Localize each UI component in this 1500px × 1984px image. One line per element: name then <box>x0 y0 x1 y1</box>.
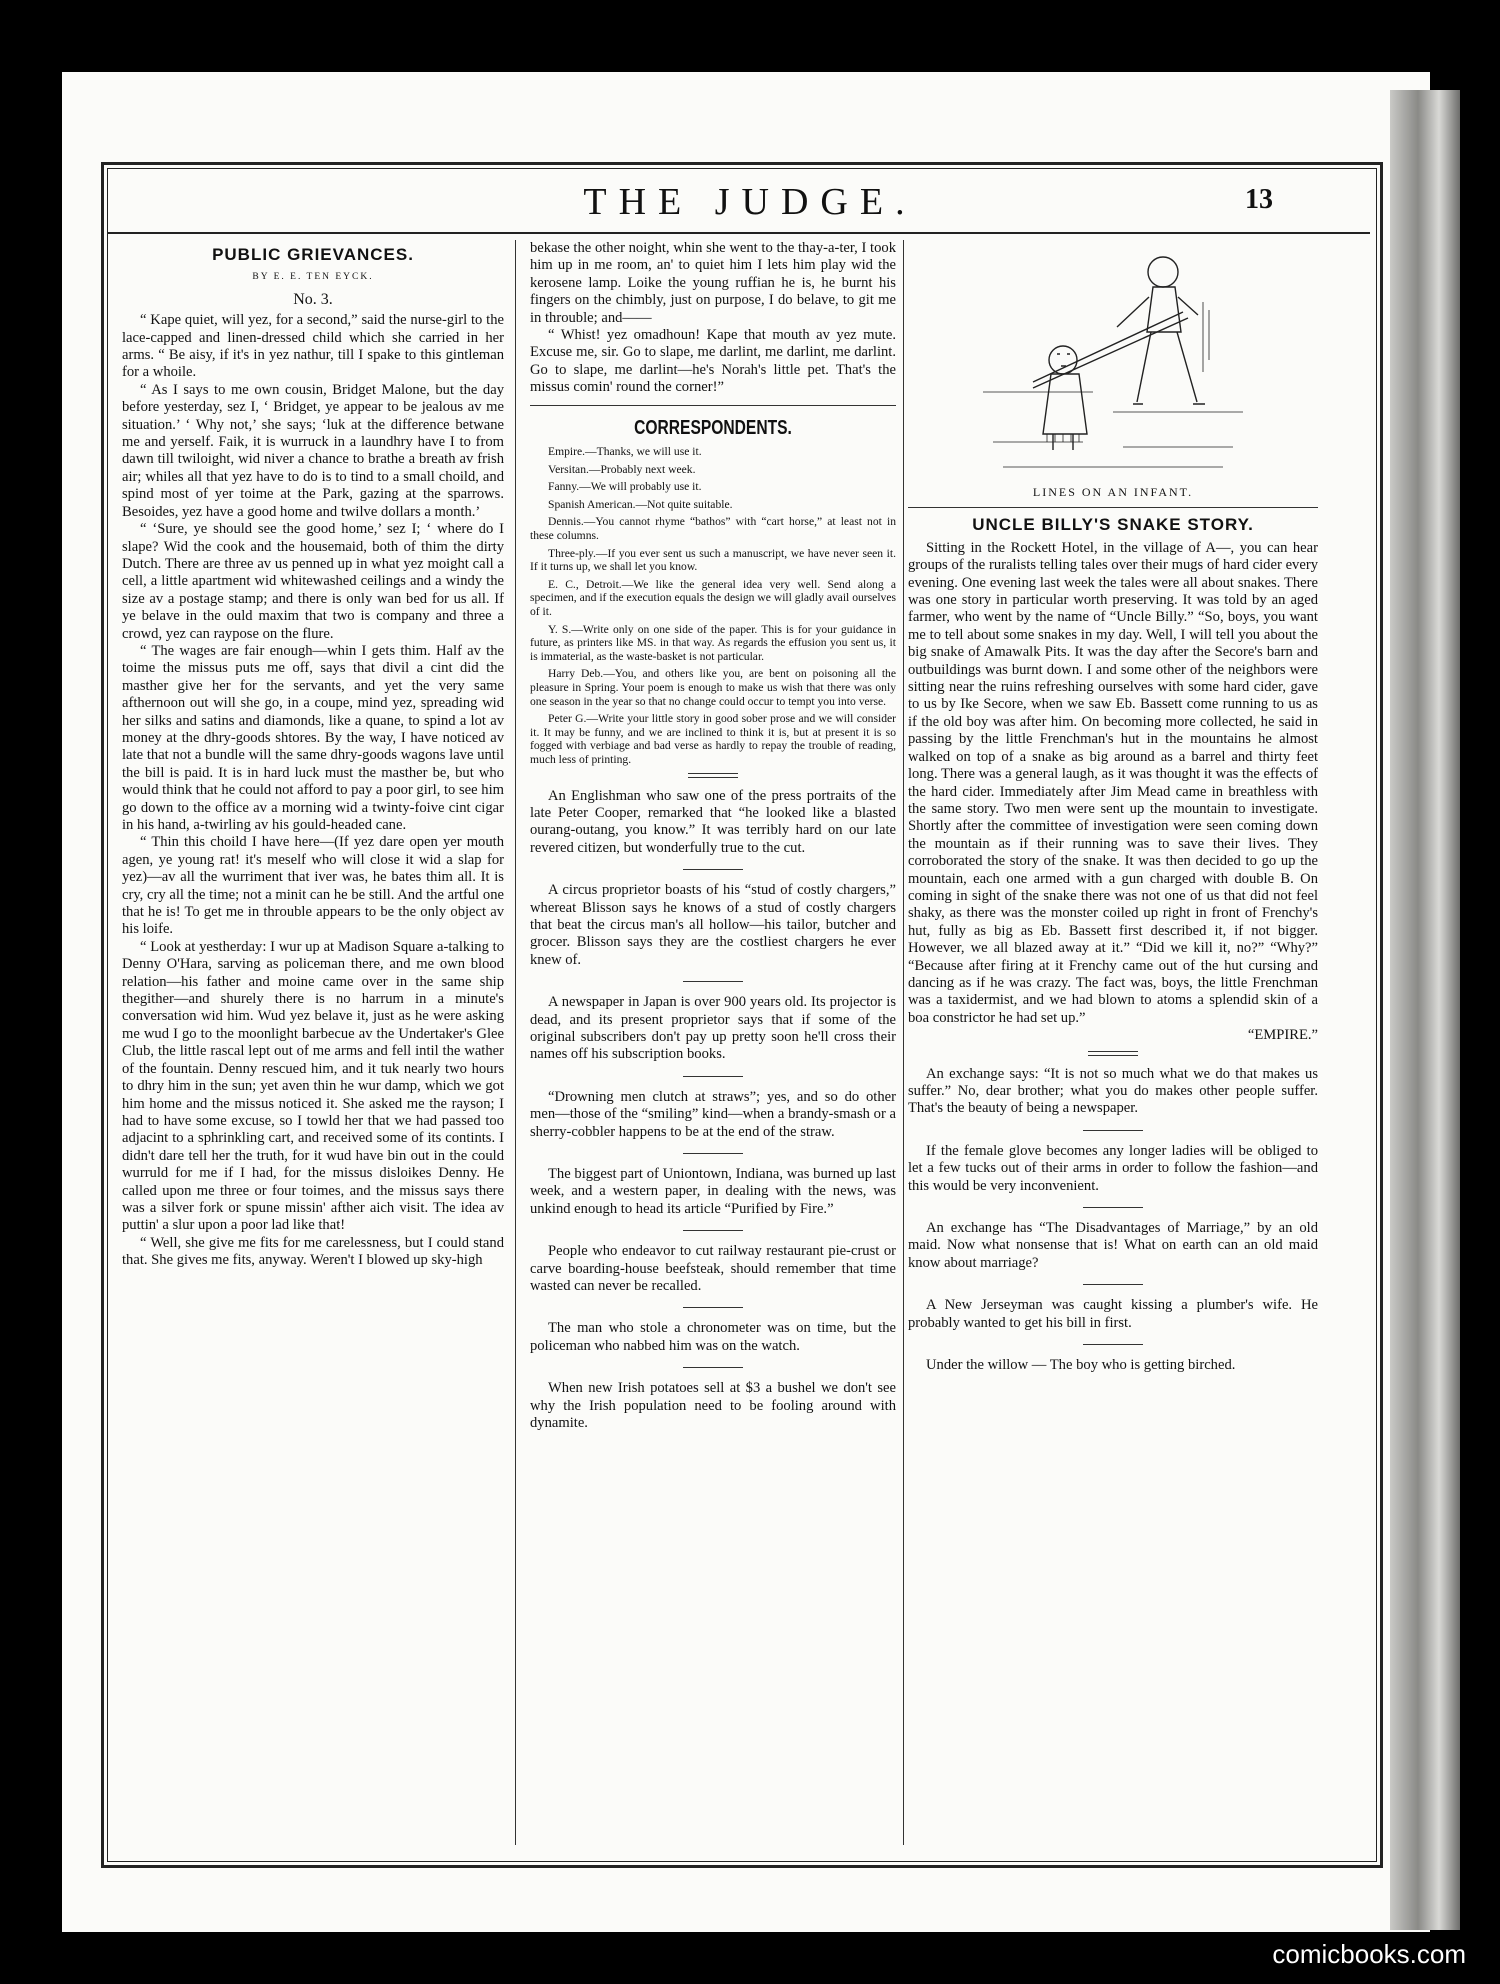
short-rule <box>683 1230 743 1231</box>
paragraph: “Drowning men clutch at straws”; yes, and so do other men—those of the “smiling” kind—when a brandy-smash or a sherry-cobbler happens to be at the end of the straw. <box>530 1088 896 1140</box>
correspondent-entry: Empire.—Thanks, we will use it. <box>548 445 702 459</box>
article-number: No. 3. <box>293 290 333 308</box>
short-rule <box>1083 1284 1143 1285</box>
correspondent-entry: Spanish American.—Not quite suitable. <box>548 497 733 511</box>
correspondent-entry: Dennis.—You cannot rhyme “bathos” with “cart horse,” at least not in these columns. <box>530 515 896 543</box>
paragraph: “ ‘Sure, ye should see the good home,’ sez I; ‘ where do I slape? Wid the cook and the housemaid, both of thim the dirty Dutch. There are three av us penned up in what yez moight call a cell, a little apartment wid whitewashed ceilings and a windy the size av a postage stamp; and there is only wan bed for us all. If ye belave in the ould maxim that two is company and three a crowd, yez can raypose on the flure. <box>122 521 504 642</box>
paragraph: Sitting in the Rockett Hotel, in the village of A—, you can hear groups of the ruralists telling tales over their mugs of hard cider every evening. One evening last week the tales were all about snakes. There was one story in particular worth preserving. It was told by an aged farmer, who went by the name of “Uncle Billy.” “So, boys, you want me to tell about some snakes in my day. Well, I will tell you about the big snake of Amawalk Pits. It was the day after the Secore's barn and outbuildings was burnt down. I and some other of the neighbors were sitting near the ruins refreshing ourselves with some hard cider, gave to us by Ike Secore, when we saw Eb. Bassett come running to us as if the old boy was after him. On becoming more collected, he said in passing by the little Frenchman's hut in the mountains he almost walked on top of a snake as big around as a barrel and thirty feet long. There was a general laugh, as it was thought it was the effects of the hard cider. Immediately after Jim Mead came in breathless with the same story. Two men were sent up the mountain to investigate. Shortly after the committee of investigation were seen coming down the mountain as if their running was to save their lives. They corroborated the story of the snake. It was then decided to go up the mountain, each one armed with a gun charged with double B. On coming in sight of the snake there was not one of us that did not feel shaky, as there was the monster coiled up right in front of Frenchy's hut, fully as big as Eb. Bassett first described it, if not bigger. However, we all blazed away at it.” “Did we kill it, no?” “Why?” “Because after firing at it Frenchy came out of the hut cursing and dancing as if he was crazy. The fact was, boys, the little Frenchman was a taxidermist, and we had blown to atoms a splendid skin of a boa constrictor he had set up.” <box>908 539 1318 1026</box>
paragraph: A New Jerseyman was caught kissing a plumber's wife. He probably wanted to get his bill in first. <box>908 1297 1318 1331</box>
paragraph: “ Kape quiet, will yez, for a second,” said the nurse-girl to the lace-capped and linen-dressed child which she carried in her arms. “ Be aisy, if it's in yez nathur, till I spake to this gintleman for a whoile. <box>122 312 504 381</box>
correspondent-entry: Fanny.—We will probably use it. <box>548 480 702 494</box>
article-title: PUBLIC GRIEVANCES. <box>212 245 414 264</box>
short-rule <box>683 1367 743 1368</box>
correspondent-entry: E. C., Detroit.—We like the general idea very well. Send along a specimen, and if the execution equals the design we will gladly avail ourselves of it. <box>530 577 896 618</box>
paragraph: “ Well, she give me fits for me carelessness, but I could stand that. She gives me fits, anyway. Weren't I blowed up sky-high <box>122 1234 504 1269</box>
correspondent-entry: Harry Deb.—You, and others like you, are bent on poisoning all the pleasure in Spring. Your poem is enough to make us wish that there was only one season in the year so that no change could occur to tempt you into verse. <box>530 667 896 708</box>
correspondent-entry: Y. S.—Write only on one side of the paper. This is for your guidance in future, as printers like MS. in that way. As regards the effusion you sent us, it is immaterial, as the waste-basket is not particular. <box>530 622 896 663</box>
short-rule <box>1083 1344 1143 1345</box>
paragraph: The biggest part of Uniontown, Indiana, was burned up last week, and a western paper, in dealing with the news, was unkind enough to head its article “Purified by Fire.” <box>530 1166 896 1217</box>
paragraph: “ Whist! yez omadhoun! Kape that mouth av yez mute. Excuse me, sir. Go to slape, me darlint, me darlint, me darlint. Go to slape, me darlint—he's Norah's little pet. That's the missus comin' round the corner!” <box>530 327 896 396</box>
boys-seesaw-drawing <box>973 242 1253 482</box>
paragraph: An Englishman who saw one of the press portraits of the late Peter Cooper, remarked that “he looked like a blasted ourang-outang, you know.” It was terribly hard on our late revered citizen, but wonderfully true to the cut. <box>530 787 896 856</box>
short-rule <box>683 981 743 982</box>
paragraph: “ The wages are fair enough—whin I gets thim. Half av the toime the missus puts me off, says that divil a cint did the masther give her for the servants, and yet the very same afthernoon out will she go, in a coupe, mind yez, spreading wid her silks and satins and diamonds, like a quane, to spind a lot av money at the dhry-goods shtores. By the way, I have noticed av late that not a bundle will the same dhry-goods wagons lave until the bill is paid. It is in hard luck must the masther be, but who would think that he could not afford to pay a poor girl, to see him go down to the office av a morning wid a twinty-foive cint cigar in his hand, a-twirling av his gould-headed cane. <box>122 642 504 833</box>
masthead-rule <box>108 232 1370 234</box>
section-rule <box>530 405 896 406</box>
paragraph: Under the willow — The boy who is getting birched. <box>926 1357 1236 1374</box>
paragraph: “ Thin this choild I have here—(If yez dare open yer mouth agen, ye young rat! it's meself who will close it wid a slap for yez)—av all the wurriment that iver was, he bates thim all. It is cry, cry all the time; not a minit can he be still. And the artful one that he is! To get me in throuble appears to be the only object av his loife. <box>122 834 504 938</box>
paragraph: If the female glove becomes any longer ladies will be obliged to let a few tucks out of their arms in order to follow the fashion—and this would be very inconvenient. <box>908 1142 1318 1194</box>
paragraph: The man who stole a chronometer was on time, but the policeman who nabbed him was on the watch. <box>530 1320 896 1354</box>
short-rule <box>683 1153 743 1154</box>
short-rule <box>683 1076 743 1077</box>
column-divider <box>903 240 904 1845</box>
signature: “EMPIRE.” <box>1247 1027 1318 1044</box>
column-divider <box>515 240 516 1845</box>
masthead: THE JUDGE. <box>583 181 917 223</box>
double-rule <box>1088 1051 1138 1056</box>
correspondent-entry: Versitan.—Probably next week. <box>548 462 696 476</box>
paragraph: People who endeavor to cut railway restaurant pie-crust or carve boarding-house beefsteak, should remember that time wasted can never be recalled. <box>530 1243 896 1295</box>
correspondents-title: CORRESPONDENTS. <box>634 416 792 439</box>
column-2 <box>530 240 896 1433</box>
column-1 <box>122 240 504 1270</box>
paragraph: An exchange has “The Disadvantages of Marriage,” by an old maid. Now what nonsense that is! What on earth can an old maid know about marriage? <box>908 1220 1318 1271</box>
illustration-caption: LINES ON AN INFANT. <box>1032 485 1194 499</box>
section-rule <box>908 507 1318 508</box>
infant-illustration <box>973 242 1253 482</box>
page-number: 13 <box>1245 184 1273 215</box>
paragraph: A newspaper in Japan is over 900 years old. Its projector is dead, and its present proprietor says that if some of the original subscribers don't pay up pretty soon he'll cross their names off his subscription books. <box>530 994 896 1063</box>
article-title: UNCLE BILLY'S SNAKE STORY. <box>972 515 1254 535</box>
watermark: comicbooks.com <box>1272 1939 1466 1969</box>
paragraph: A circus proprietor boasts of his “stud of costly chargers,” whereat Blisson says he knows of a stud of costly chargers that beat the circus man's all hollow—his tailor, butcher and grocer. Blisson says they are the costliest chargers he ever knew of. <box>530 882 896 968</box>
paragraph: “ As I says to me own cousin, Bridget Malone, but the day before yesterday, sez I, ‘ Bridget, ye appear to be jealous av me situation.’ ‘ Why not,’ she says; ‘luk at the difference betwane me and yerself. Faik, it is wurruck in a laundhry have I to from dawn till twiloight, wid niver a chance to brathe a breath av frish air; whiles all that yez have to do is to tind to a small choild, and spind most of yer toime at the Park, gazing at the sparrows. Besoides, yez have a good home and twilve dollars a month.’ <box>122 381 504 520</box>
paragraph: An exchange says: “It is not so much what we do that makes us suffer.” No, dear brother; what you do makes other people suffer. That's the beauty of being a newspaper. <box>908 1065 1318 1117</box>
short-rule <box>1083 1130 1143 1131</box>
short-rule <box>683 1307 743 1308</box>
paragraph: When new Irish potatoes sell at $3 a bushel we don't see why the Irish population need to be fooling around with dynamite. <box>530 1380 896 1432</box>
column-3 <box>908 240 1318 1374</box>
short-rule <box>1083 1207 1143 1208</box>
paragraph: “ Look at yestherday: I wur up at Madison Square a-talking to Denny O'Hara, sarving as policeman there, and me own blood relation—his father and moine came over in the same ship thegither—and shurely there is no harrum in a minute's conversation wid him. Wud yez belave it, just as he were asking me wud I go to the moonlight barbecue av the Undertaker's Glee Club, the little rascal lept out of me arms and fell intil the wather of the fountain. Denny rescued him, and it tuk nearly two hours to dhry him in the sun; yet aven thin he wur damp, which we got him home and the missus noticed it. She asked me the rayson; I had to have some excuse, so I towld her that we had passed too adjacint to a sphrinkling cart, and received some of its contints. I didn't dare tell her the truth, for it wud have bin out in the could wurruld for me if I had, for the missus disloikes Denny. He called upon me three or four toimes, and the missus says there was a silver fork or spune missin' afther aich visit. The idea av puttin' a slur upon a poor lad like that! <box>122 938 504 1234</box>
correspondent-entry: Three-ply.—If you ever sent us such a manuscript, we have never seen it. If it turns up, we shall let you know. <box>530 546 896 574</box>
double-rule <box>688 773 738 778</box>
paragraph: bekase the other noight, whin she went to the thay-a-ter, I took him up in me room, an' to quiet him I lets him play wid the kerosene lamp. Loike the young ruffian he is, he burnt his fingers on the chimbly, just on purpose, I do belave, to git me in throuble; and—— <box>530 240 896 326</box>
byline: BY E. E. TEN EYCK. <box>252 272 374 283</box>
correspondents-list <box>530 445 896 766</box>
book-spine <box>1390 90 1460 1930</box>
short-rule <box>683 869 743 870</box>
correspondent-entry: Peter G.—Write your little story in good sober prose and we will consider it. It may be funny, and we are inclined to think it is, but at present it is so fogged with verbiage and bad verse as hardly to repay the trouble of reading, much less of printing. <box>530 712 896 766</box>
